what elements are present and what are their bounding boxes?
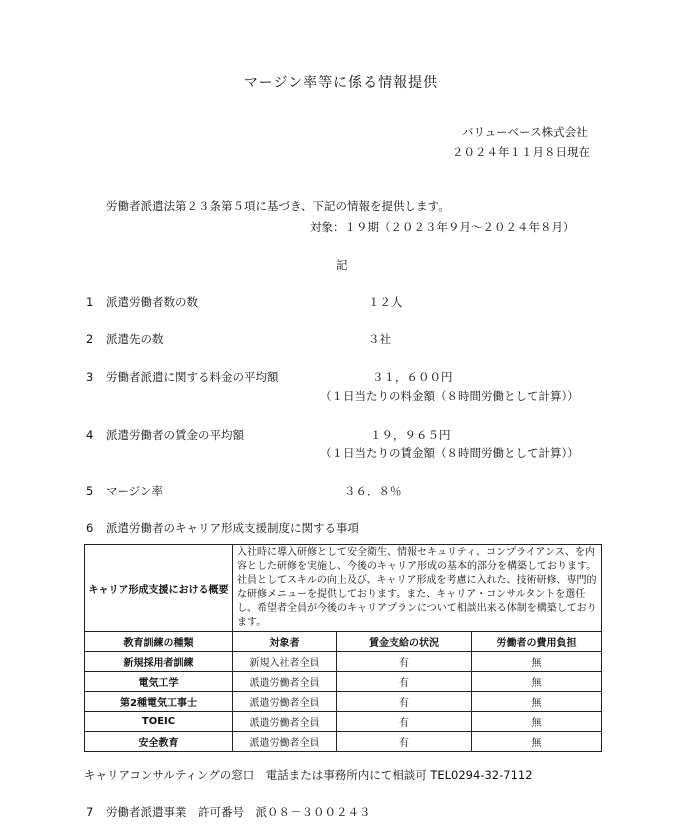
column-header: 賃金支給の状況 (337, 632, 472, 652)
target-audience: 派遣労働者全員 (233, 672, 337, 692)
company-name: バリューベース株式会社 (462, 125, 588, 139)
item-value: １２人 (368, 295, 403, 309)
wage-status: 有 (337, 672, 472, 692)
table-row (85, 712, 602, 732)
target-audience: 派遣労働者全員 (233, 712, 337, 732)
training-type: 第2種電気工事士 (85, 692, 233, 712)
training-type: 新規採用者訓練 (85, 652, 233, 672)
as-of-date: ２０２４年１１月８日現在 (452, 145, 590, 159)
column-header: 教育訓練の種類 (85, 632, 233, 652)
training-type: TOEIC (85, 712, 233, 732)
cost-burden: 無 (472, 672, 602, 692)
item-number: 1 (86, 295, 94, 309)
consulting-contact: キャリアコンサルティングの窓口 電話または事務所内にて相談可 TEL0294-32-7112 (84, 768, 533, 782)
column-header: 労働者の費用負担 (472, 632, 602, 652)
item-number: 3 (86, 370, 94, 384)
target-audience: 派遣労働者全員 (233, 692, 337, 712)
table-row (85, 692, 602, 712)
item-label: 派遣労働者のキャリア形成支援制度に関する事項 (106, 521, 359, 535)
item-value: ３社 (368, 332, 391, 346)
training-type: 安全教育 (85, 732, 233, 752)
target-audience: 新規入社者全員 (233, 652, 337, 672)
overview-text: 入社時に導入研修として安全衛生、情報セキュリティ、コンプライアンス、を内容とした研修を実施し、今後のキャリア形成の基本的部分を構築しております。社員としてスキルの向上及び、キャリア形成を考慮に入れた、技術研修、専門的な研修メニューを提供しております。また、キャリア・コンサルタントを選任し、希望者全員が今後のキャリアプランについて相談出来る体制を構築しております。 (233, 545, 602, 632)
item-label: 派遣先の数 (106, 332, 164, 346)
table-row (85, 672, 602, 692)
item-label: マージン率 (106, 484, 163, 498)
column-header: 対象者 (233, 632, 337, 652)
item-label: 派遣労働者数の数 (106, 295, 198, 309)
target-audience: 派遣労働者全員 (233, 732, 337, 752)
intro-text: 労働者派遣法第２３条第５項に基づき、下記の情報を提供します。 (106, 199, 450, 213)
item-value: ３１，６００円 (372, 370, 453, 384)
career-support-table (84, 544, 602, 752)
wage-status: 有 (337, 732, 472, 752)
overview-label: キャリア形成支援における概要 (85, 545, 233, 632)
ki-heading: 記 (336, 258, 348, 272)
cost-burden: 無 (472, 712, 602, 732)
item-value: ３６．８％ (344, 484, 402, 498)
item-label: 労働者派遣に関する料金の平均額 (106, 370, 279, 384)
item-note: （１日当たりの料金額（８時間労働として計算）） (320, 389, 579, 403)
item-label: 派遣労働者の賃金の平均額 (106, 428, 244, 442)
table-row (85, 652, 602, 672)
target-period: 対象：１９期（２０２３年９月～２０２４年８月） (310, 220, 575, 234)
item-value: １９，９６５円 (370, 428, 451, 442)
cost-burden: 無 (472, 692, 602, 712)
item-number: 4 (86, 428, 94, 442)
item-number: 7 (86, 805, 94, 819)
table-row (85, 732, 602, 752)
item-number: 5 (86, 484, 94, 498)
item-number: 2 (86, 332, 94, 346)
cost-burden: 無 (472, 652, 602, 672)
cost-burden: 無 (472, 732, 602, 752)
wage-status: 有 (337, 692, 472, 712)
training-type: 電気工学 (85, 672, 233, 692)
item-note: （１日当たりの賃金額（８時間労働として計算）） (320, 446, 579, 460)
wage-status: 有 (337, 712, 472, 732)
table-header-row (85, 632, 602, 652)
wage-status: 有 (337, 652, 472, 672)
license-number: 労働者派遣事業 許可番号 派０８－３００２４３ (106, 805, 371, 819)
page-title: マージン率等に係る情報提供 (243, 75, 439, 91)
item-number: 6 (86, 521, 94, 535)
